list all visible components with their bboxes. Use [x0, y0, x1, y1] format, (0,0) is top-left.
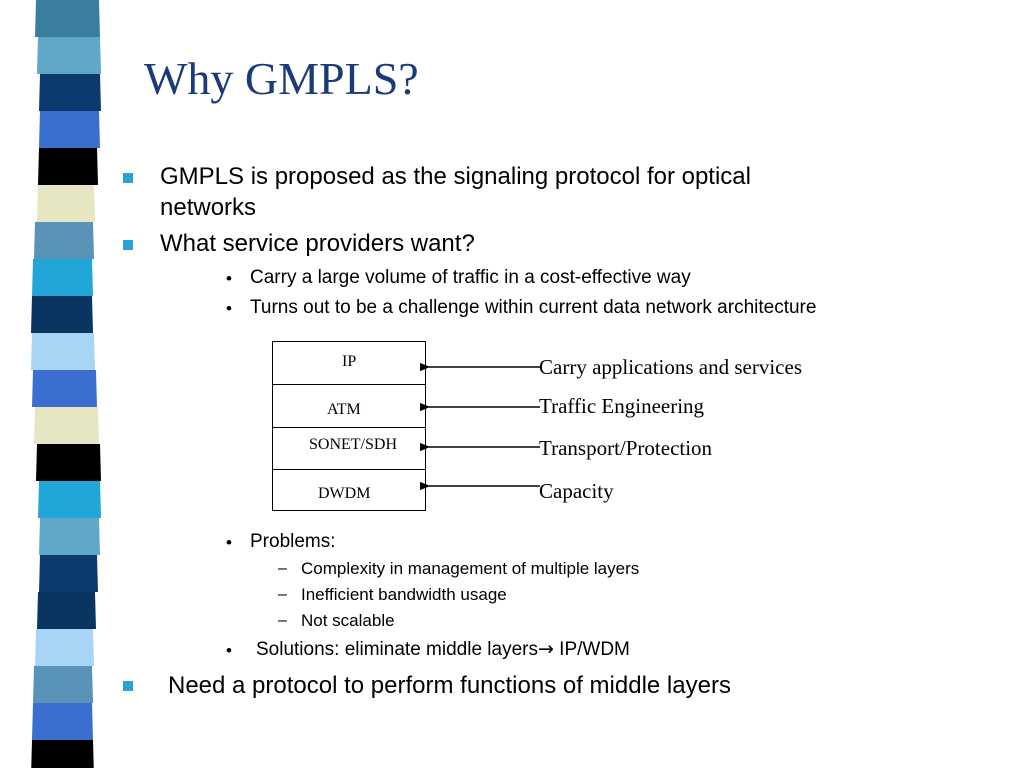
layer-sonet — [273, 428, 425, 470]
stripe-block — [32, 259, 93, 296]
right-arrow-icon: → — [537, 638, 554, 660]
function-applications: Carry applications and services — [539, 355, 802, 379]
solutions-target: IP/WDM — [553, 639, 630, 660]
stripe-block — [31, 333, 95, 370]
stripe-block — [32, 370, 97, 407]
decorative-stripe-bar — [0, 0, 115, 768]
square-bullet-icon — [123, 173, 133, 183]
stripe-block — [38, 481, 101, 518]
stripe-block — [34, 222, 94, 259]
stripe-block — [39, 111, 100, 148]
protocol-layer-stack — [272, 341, 426, 511]
sub-bullet-challenge: Turns out to be a challenge within current data network architecture — [250, 297, 817, 318]
stripe-block — [37, 37, 101, 74]
stripe-block — [39, 74, 101, 111]
square-bullet-icon — [123, 681, 133, 691]
layer-dwdm — [273, 470, 425, 512]
sub-bullet-problems: Problems: — [250, 531, 336, 552]
sub-bullet-carry: Carry a large volume of traffic in a cost-effective way — [250, 267, 691, 288]
stripe-block — [31, 740, 94, 768]
layer-ip — [273, 342, 425, 384]
bullet-gmpls-line1: GMPLS is proposed as the signaling protocol for optical — [160, 163, 751, 190]
stripe-pattern — [0, 0, 115, 768]
sub-bullet-solutions — [256, 639, 630, 661]
dash-bullet-icon: – — [278, 586, 287, 603]
stripe-block — [39, 518, 100, 555]
stripe-block — [37, 592, 96, 629]
stripe-block — [36, 444, 101, 481]
stripe-block — [35, 0, 100, 37]
square-bullet-icon — [123, 240, 133, 250]
layer-ip-label: IP — [342, 353, 357, 370]
layer-arrows — [420, 350, 545, 500]
layer-atm — [273, 385, 425, 427]
layer-dwdm-label: DWDM — [318, 485, 371, 502]
dash-bullet-icon: – — [278, 612, 287, 629]
stripe-block — [35, 629, 94, 666]
dot-bullet-icon: • — [226, 641, 232, 660]
problem-item: Complexity in management of multiple layers — [301, 559, 640, 578]
stripe-block — [31, 296, 93, 333]
function-traffic-engineering: Traffic Engineering — [539, 394, 705, 418]
stripe-block — [33, 666, 93, 703]
layer-sonet-label: SONET/SDH — [309, 436, 398, 453]
dash-bullet-icon: – — [278, 560, 287, 577]
dot-bullet-icon: • — [226, 269, 232, 288]
layer-atm-label: ATM — [327, 401, 361, 418]
bullet-providers: What service providers want? — [160, 230, 475, 257]
stripe-block — [37, 185, 95, 222]
slide-title: Why GMPLS? — [144, 53, 419, 104]
stripe-block — [34, 407, 99, 444]
solutions-text: Solutions: eliminate middle layers — [256, 639, 538, 660]
dot-bullet-icon: • — [226, 299, 232, 318]
problem-item: Not scalable — [301, 611, 395, 630]
function-capacity: Capacity — [539, 479, 614, 503]
function-transport: Transport/Protection — [539, 436, 713, 460]
stripe-block — [32, 703, 93, 740]
stripe-block — [39, 555, 98, 592]
bullet-gmpls-line2: networks — [160, 194, 257, 221]
dot-bullet-icon: • — [226, 533, 232, 552]
problem-item: Inefficient bandwidth usage — [301, 585, 507, 604]
stripe-block — [38, 148, 98, 185]
bullet-need-protocol: Need a protocol to perform functions of middle layers — [168, 672, 731, 699]
